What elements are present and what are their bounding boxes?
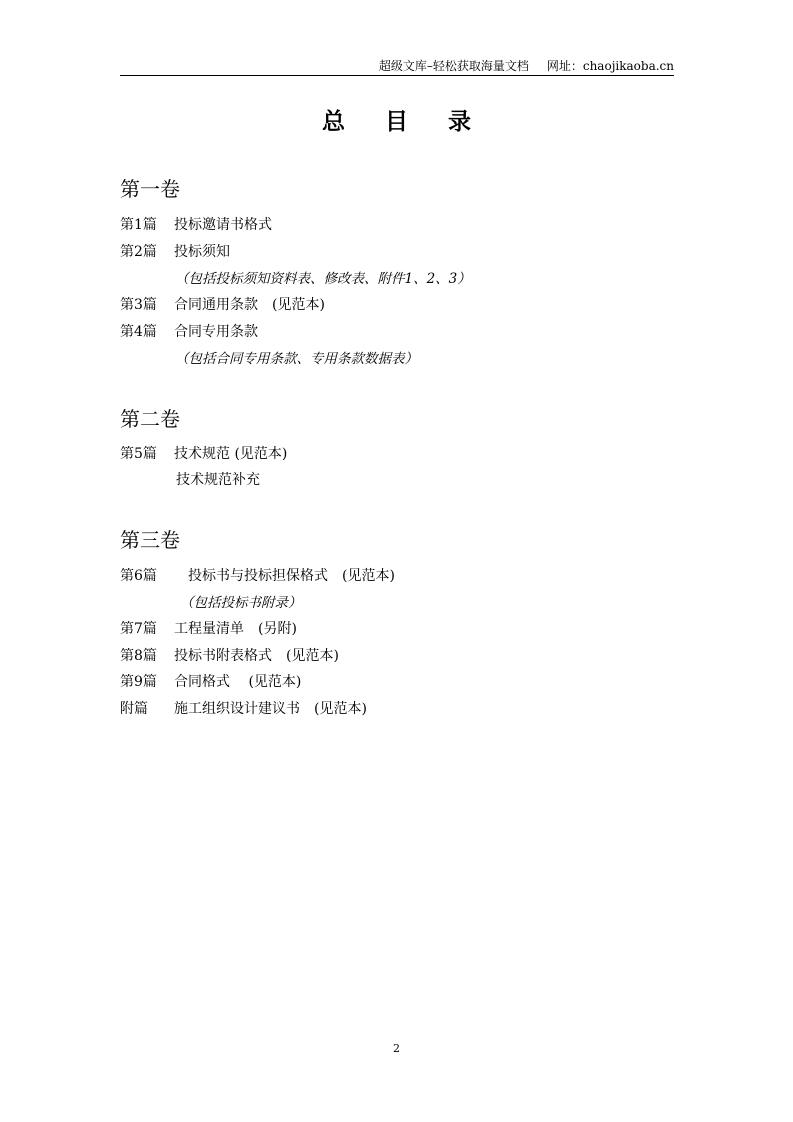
toc-subentry: 技术规范补充	[176, 472, 260, 488]
entry-text: 技术规范 (见范本)	[174, 446, 288, 462]
entry-text: 投标邀请书格式	[174, 217, 272, 233]
toc-entry	[120, 294, 325, 314]
title-char-3: 录	[448, 108, 471, 135]
entry-number: 第2篇	[120, 244, 157, 260]
entry-number: 第8篇	[120, 648, 157, 664]
entry-text: 投标须知	[174, 244, 230, 260]
toc-entry	[120, 214, 272, 234]
entry-text: 合同专用条款	[174, 324, 258, 340]
volume-1-title: 第一卷	[120, 177, 180, 201]
title-char-1: 总	[322, 108, 345, 135]
entry-number: 第3篇	[120, 297, 157, 313]
toc-entry	[120, 443, 287, 463]
entry-text: 工程量清单 (另附)	[174, 621, 297, 637]
volume-3-title: 第三卷	[120, 528, 180, 552]
page-title	[0, 103, 793, 136]
volume-2-title: 第二卷	[120, 407, 180, 431]
entry-number: 第6篇	[120, 568, 157, 584]
entry-number: 第7篇	[120, 621, 157, 637]
header-title: 超级文库–轻松获取海量文档	[378, 59, 529, 73]
header-site-label: 网址：chaojikaoba.cn	[546, 59, 674, 73]
toc-entry	[120, 321, 258, 341]
toc-entry	[120, 565, 395, 585]
entry-number: 第1篇	[120, 217, 157, 233]
toc-subentry: （包括投标书附录）	[180, 595, 302, 611]
entry-number: 附篇	[120, 701, 148, 717]
entry-text: 合同格式 (见范本)	[174, 674, 302, 690]
entry-text: 合同通用条款 (见范本)	[174, 297, 325, 313]
toc-entry	[120, 698, 367, 718]
entry-text: 投标书与投标担保格式 (见范本)	[174, 568, 395, 584]
toc-subentry: （包括投标须知资料表、修改表、附件1、2、3）	[175, 271, 471, 287]
entry-number: 第9篇	[120, 674, 157, 690]
entry-text: 施工组织设计建议书 (见范本)	[174, 701, 367, 717]
toc-entry	[120, 645, 339, 665]
header-text-block	[379, 57, 674, 74]
toc-entry	[120, 241, 230, 261]
entry-number: 第4篇	[120, 324, 157, 340]
entry-number: 第5篇	[120, 446, 157, 462]
entry-text: 投标书附表格式 (见范本)	[174, 648, 339, 664]
title-char-2: 目	[385, 108, 408, 135]
page-number: 2	[393, 1042, 400, 1055]
toc-entry	[120, 618, 297, 638]
toc-entry	[120, 671, 301, 691]
toc-subentry: （包括合同专用条款、专用条款数据表）	[175, 351, 418, 367]
page-header	[120, 55, 674, 76]
